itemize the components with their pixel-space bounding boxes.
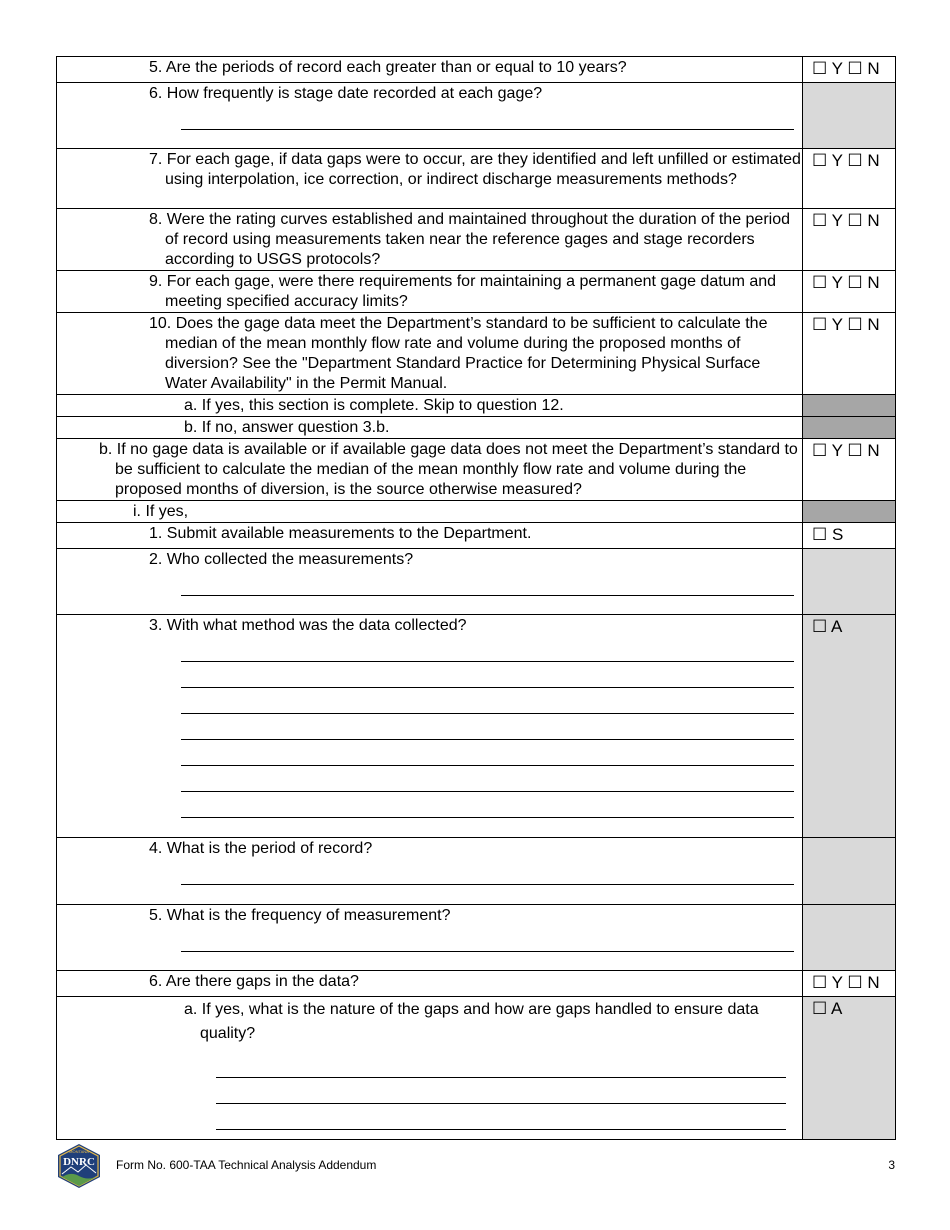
yes-no-checkbox[interactable]: ☐ Y ☐ N [812, 315, 880, 334]
answer-line[interactable] [216, 1104, 786, 1130]
answer-line[interactable] [181, 740, 794, 766]
page-number: 3 [888, 1158, 895, 1172]
form-row-m2 [57, 549, 896, 615]
form-row-q10a [57, 395, 896, 417]
answer-line[interactable] [181, 688, 794, 714]
form-row-m5 [57, 905, 896, 971]
question-text: b. If no, answer question 3.b. [184, 419, 390, 436]
form-row-qi [57, 501, 896, 523]
technical-analysis-form-table [56, 56, 896, 1140]
question-text: 6. Are there gaps in the data? [149, 973, 359, 990]
yes-no-checkbox[interactable]: ☐ Y ☐ N [812, 441, 880, 460]
answer-line[interactable] [181, 792, 794, 818]
form-row-m3 [57, 615, 896, 838]
form-number-label: Form No. 600-TAA Technical Analysis Addendum [116, 1158, 377, 1172]
form-row-q8 [57, 209, 896, 271]
form-row-qb [57, 439, 896, 501]
form-row-q7 [57, 149, 896, 209]
form-row-m6 [57, 971, 896, 997]
shaded-cell [803, 83, 896, 149]
question-text: 2. Who collected the measurements? [149, 551, 414, 568]
shaded-cell [803, 549, 896, 615]
question-text: a. If yes, what is the nature of the gaps and how are gaps handled to ensure data quality? [184, 1001, 759, 1042]
yes-no-checkbox[interactable]: ☐ Y ☐ N [812, 973, 880, 992]
dnrc-logo-icon [56, 1143, 102, 1189]
form-row-q5 [57, 57, 896, 83]
dark-shaded-cell [803, 417, 896, 439]
yes-no-checkbox[interactable]: ☐ Y ☐ N [812, 273, 880, 292]
form-row-q9 [57, 271, 896, 313]
question-text: 5. Are the periods of record each greater than or equal to 10 years? [149, 59, 627, 76]
yes-no-checkbox[interactable]: ☐ Y ☐ N [812, 211, 880, 230]
attach-checkbox[interactable]: ☐ A [812, 999, 843, 1018]
question-text: a. If yes, this section is complete. Skip to question 12. [184, 397, 564, 414]
question-text: 9. For each gage, were there requirements for maintaining a permanent gage datum and meeting specified accuracy limits? [149, 273, 777, 310]
submit-checkbox[interactable]: ☐ S [812, 525, 844, 544]
question-text: 8. Were the rating curves established and maintained throughout the duration of the period of record using measurements taken near the reference gages and stage recorders according to USGS protocols? [149, 211, 791, 268]
form-row-q6 [57, 83, 896, 149]
yes-no-checkbox[interactable]: ☐ Y ☐ N [812, 151, 880, 170]
dark-shaded-cell [803, 501, 896, 523]
question-text: 5. What is the frequency of measurement? [149, 907, 451, 924]
answer-line[interactable] [181, 636, 794, 662]
question-text: 7. For each gage, if data gaps were to occur, are they identified and left unfilled or estimated using interpolation, ice correction, or indirect discharge measurements methods? [149, 151, 801, 188]
question-text: 4. What is the period of record? [149, 840, 373, 857]
answer-line[interactable] [216, 1052, 786, 1078]
svg-text:MONTANA: MONTANA [69, 1149, 89, 1154]
shaded-cell [803, 905, 896, 971]
question-text: 1. Submit available measurements to the Department. [149, 525, 532, 542]
page-footer [56, 1143, 895, 1189]
question-text: 3. With what method was the data collected? [149, 617, 467, 634]
answer-line[interactable] [181, 714, 794, 740]
question-text: 6. How frequently is stage date recorded at each gage? [149, 85, 543, 102]
form-row-m6a [57, 997, 896, 1140]
form-row-m4 [57, 838, 896, 905]
form-row-q10b [57, 417, 896, 439]
shaded-cell [803, 838, 896, 905]
form-row-q10 [57, 313, 896, 395]
answer-line[interactable] [181, 766, 794, 792]
answer-line[interactable] [181, 926, 794, 952]
form-row-m1 [57, 523, 896, 549]
question-text: b. If no gage data is available or if available gage data does not meet the Department’s standard to be sufficient to calculate the median of the mean monthly flow rate and volume during the proposed months of diversion, is the source otherwise measured? [99, 441, 798, 498]
svg-text:DNRC: DNRC [63, 1156, 95, 1168]
yes-no-checkbox[interactable]: ☐ Y ☐ N [812, 59, 880, 78]
answer-line[interactable] [216, 1078, 786, 1104]
answer-line[interactable] [181, 570, 794, 596]
question-text: i. If yes, [133, 503, 189, 520]
answer-line[interactable] [181, 662, 794, 688]
answer-line[interactable] [181, 859, 794, 885]
question-text: 10. Does the gage data meet the Department’s standard to be sufficient to calculate the median of the mean monthly flow rate and volume during the proposed months of diversion? See the "Department Standard Practice for Determining Physical Surface Water Availability" in the Permit Manual. [149, 315, 768, 392]
answer-line[interactable] [181, 104, 794, 130]
attach-checkbox[interactable]: ☐ A [812, 617, 843, 636]
dark-shaded-cell [803, 395, 896, 417]
